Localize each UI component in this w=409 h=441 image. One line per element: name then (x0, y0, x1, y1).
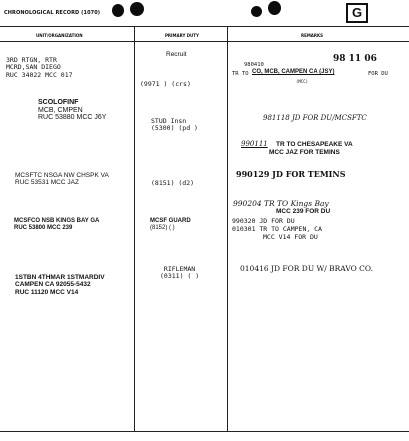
row-4-remarks-tr: 990204 TR TO Kings Bay (233, 199, 329, 208)
row-4-remarks-jd: 990320 JD FOR DU (232, 217, 295, 225)
ink-blot-1 (112, 4, 124, 17)
row-1-remarks-small: 980410 (244, 62, 264, 68)
row-3-unit: MCSFTC NSGA NW CHSPK VA RUC 53531 MCC JAZ (15, 172, 109, 187)
row-4-duty: MCSF GUARD (8152) ( ) (150, 218, 191, 232)
row-2-unit: SCOLOFINF MCB, CMPEN RUC 53880 MCC J6Y (38, 99, 107, 122)
ink-blot-2 (130, 2, 144, 16)
row-2-duty: STUD Insn (5300) (pd ) (151, 117, 198, 133)
row-5-duty: RIFLEMAN (0311) ( ) (160, 265, 200, 281)
row-1-remarks-line: CO, MCB, CAMPEN CA (JSY) (252, 69, 335, 75)
row-1-unit: 3RD RTGN, RTR MCRD,SAN DIEGO RUC 34022 MCC 017 (6, 56, 73, 79)
document-title: CHRONOLOGICAL RECORD (1070) (4, 10, 101, 16)
duty-column-header: PRIMARY DUTY (165, 33, 199, 38)
row-4-unit: MCSFCO NSB KINGS BAY GA RUC 53800 MCC 239 (14, 218, 100, 232)
header-rule (0, 41, 409, 42)
row-4-remarks-mcc: MCC 239 FOR DU (276, 208, 331, 215)
row-5-remarks: 010416 JD FOR DU W/ BRAVO CO. (240, 264, 373, 273)
row-3-remarks-tr: TR TO CHESAPEAKE VA (276, 141, 353, 148)
column-divider-2 (227, 26, 228, 432)
row-3-duty: (8151) (d2) (151, 179, 195, 187)
row-1-duty-code: (9971 ) (crs) (140, 80, 191, 88)
row-1-duty: Recruit (166, 51, 187, 58)
row-4-remarks-mcc-v14: MCC V14 FOR DU (263, 233, 318, 241)
ink-blot-3 (251, 6, 262, 17)
row-1-remarks-right: FOR DU (368, 71, 388, 77)
row-1-remarks-left: TR TO (232, 71, 249, 77)
remarks-column-header: REMARKS (301, 33, 323, 38)
row-3-remarks-mcc: MCC JAZ FOR TEMINS (269, 149, 340, 156)
row-3-remarks-jd: 990129 JD FOR TEMINS (236, 169, 346, 179)
row-5-unit: 1STBN 4THMAR 1STMARDIV CAMPEN CA 92055-5432 RUC 11120 MCC V14 (15, 274, 105, 296)
column-divider-1 (134, 26, 135, 432)
row-1-remarks-date: 98 11 06 (333, 54, 377, 64)
row-4-remarks-tr-campen: 010301 TR TO CAMPEN, CA (232, 225, 323, 233)
row-2-remarks: 981118 JD FOR DU/MCSFTC (263, 114, 367, 122)
page-letter-box: G (346, 3, 368, 23)
top-rule (0, 26, 409, 27)
unit-column-header: UNIT/ORGANIZATION (36, 33, 83, 38)
row-1-remarks-mcc: (MCC) (296, 79, 309, 84)
bottom-rule (0, 431, 409, 432)
ink-blot-4 (268, 1, 281, 15)
row-3-remarks-date: 990111 (241, 140, 268, 148)
